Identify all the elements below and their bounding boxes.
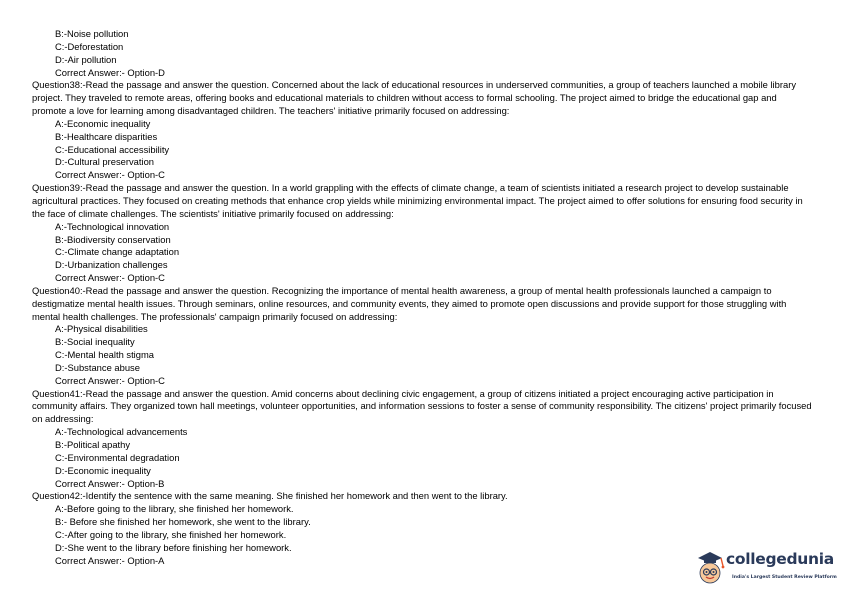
question-text: Question39:-Read the passage and answer the question. In a world grappling with the effects of climate change, a team of scientists initiated a research project to develop sustainable agricultural practices. They focused on creating methods that enhance crop yields while minimizing environmental impact. The project aimed to offer solutions for ensuring food security in the face of climate challenges. The scientists' initiative primarily focused on addressing: [32, 182, 803, 219]
option-text: Correct Answer:- Option-D [55, 66, 165, 78]
option-text: C:-Climate change adaptation [55, 246, 180, 258]
option-text: D:-Economic inequality [55, 464, 151, 476]
logo-brand-text: collegedunia [726, 550, 834, 568]
option-text: D:-Cultural preservation [55, 156, 154, 168]
collegedunia-logo [690, 548, 840, 588]
document-body [32, 28, 812, 567]
option-text: Correct Answer:- Option-B [55, 477, 165, 489]
option-text: A:-Physical disabilities [55, 323, 148, 335]
option-text: B:- Before she finished her homework, she went to the library. [55, 516, 311, 528]
option-text: C:-After going to the library, she finished her homework. [55, 528, 287, 540]
option-text: Correct Answer:- Option-A [55, 554, 165, 566]
option-text: A:-Before going to the library, she finished her homework. [55, 503, 294, 515]
mascot-icon [690, 548, 730, 588]
question-list [32, 28, 812, 567]
option-text: B:-Noise pollution [55, 28, 129, 39]
option-text: A:-Economic inequality [55, 117, 151, 129]
question-text: Question42:-Identify the sentence with the same meaning. She finished her homework and then went to the library. [32, 490, 508, 502]
option-text: C:-Deforestation [55, 40, 124, 52]
logo-tagline: India's Largest Student Review Platform [732, 575, 837, 580]
option-text: B:-Biodiversity conservation [55, 233, 171, 245]
option-text: Correct Answer:- Option-C [55, 169, 165, 181]
question-text: Question38:-Read the passage and answer the question. Concerned about the lack of educational resources in underserved communities, a group of teachers launched a mobile library project. They traveled to remote areas, offering books and educational materials to children without access to formal schooling. The project aimed to bridge the educational gap and promote a love for learning among disadvantaged children. The teachers' initiative primarily focused on addressing: [32, 79, 797, 117]
option-text: B:-Healthcare disparities [55, 130, 158, 142]
option-text: D:-Air pollution [55, 53, 117, 65]
option-text: C:-Mental health stigma [55, 349, 155, 361]
question-text: Question41:-Read the passage and answer the question. Amid concerns about declining civic engagement, a group of citizens initiated a project encouraging active participation in community affairs. They organized town hall meetings, volunteer opportunities, and information sessions to foster a sense of community responsibility. The citizens' project primarily focused on addressing: [32, 387, 812, 425]
option-text: D:-She went to the library before finishing her homework. [55, 541, 292, 553]
option-text: C:-Environmental degradation [55, 451, 180, 463]
option-text: D:-Urbanization challenges [55, 259, 168, 271]
question-text: Question40:-Read the passage and answer the question. Recognizing the importance of mental health awareness, a group of mental health professionals launched a campaign to destigmatize mental health issues. Through seminars, online resources, and community events, they aimed to promote open discussions and provide support for those struggling with mental health challenges. The professionals' campaign primarily focused on addressing: [32, 284, 787, 322]
option-text: C:-Educational accessibility [55, 143, 170, 155]
option-text: B:-Social inequality [55, 336, 135, 348]
option-text: A:-Technological advancements [55, 426, 188, 438]
option-text: A:-Technological innovation [55, 220, 170, 232]
option-text: Correct Answer:- Option-C [55, 374, 165, 386]
option-text: B:-Political apathy [55, 439, 131, 450]
option-text: D:-Substance abuse [55, 361, 140, 373]
option-text: Correct Answer:- Option-C [55, 272, 165, 284]
